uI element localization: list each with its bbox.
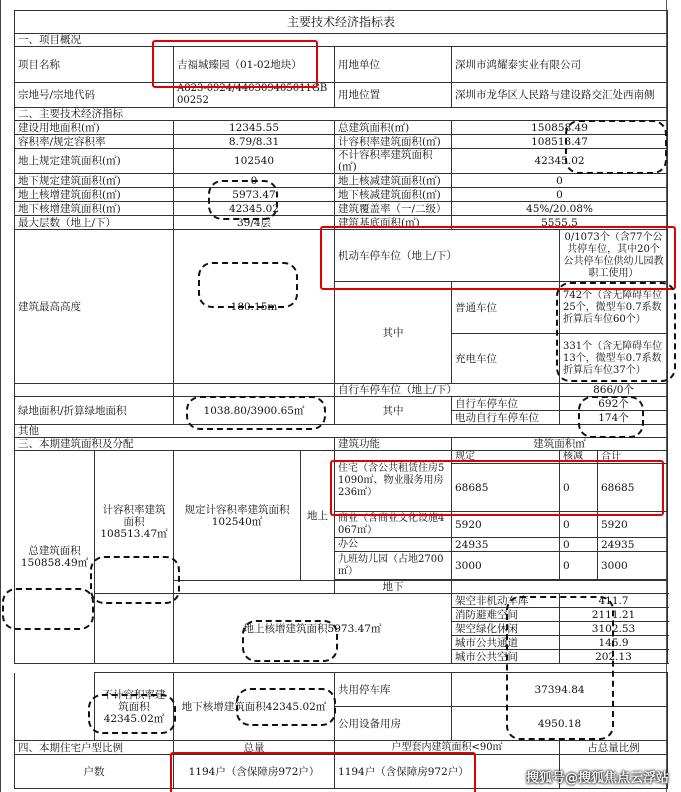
parcel: A823-0924/440309405011GB00252 [174, 83, 335, 108]
cloud-mark [556, 282, 676, 382]
indicator-value: 331个（含无障碍车位13个，微型车0.7系数折算后车位37个） [560, 334, 668, 384]
total-area-cell: 总建筑面积 150858.49㎡ [15, 451, 95, 664]
under-row-value: 37394.84 [452, 673, 668, 707]
add-row-name: 城市公共通道 [452, 636, 560, 650]
add-row-value: 411.7 [560, 594, 668, 608]
indicator-value: 742个（含无障碍车位25个，微型车0.7系数折算后车位60个） [560, 282, 668, 334]
cloud-mark [186, 396, 326, 430]
indicator-label: 建设用地面积(㎡) [15, 121, 174, 135]
section-header: 一、项目概况 [15, 34, 668, 47]
alloc-std: 24935 [452, 538, 560, 552]
alloc-red: 0 [560, 512, 598, 538]
cloud-mark [506, 596, 614, 740]
location-label: 用地位置 [335, 83, 452, 108]
under-row-name: 公用设备用房 [335, 707, 452, 741]
col-red: 核减 [560, 451, 598, 464]
above-add-label: 地上核增建筑面积5973.47㎡ [174, 594, 452, 664]
indicator-value: 12345.55 [174, 121, 335, 135]
add-row-value: 145.9 [560, 636, 668, 650]
add-row-name: 架空绿化休闲 [452, 622, 560, 636]
indicator-label: 地下核增建筑面积(㎡) [15, 202, 174, 216]
indicator-label: 建筑基底面积(㎡) [335, 216, 452, 230]
project-name-label: 项目名称 [15, 47, 174, 83]
section-header: 二、主要技术经济指标 [15, 108, 668, 121]
units-ratio-label: 占总量比例 [560, 741, 668, 755]
cloud-mark [88, 694, 176, 734]
far-area-cell: 计容积率建筑面积 108513.47㎡ [95, 451, 174, 594]
indicator-label: 地下规定建筑面积(㎡) [15, 174, 174, 188]
green-cell-top [15, 384, 174, 397]
indicator-label: 地上规定建筑面积(㎡) [15, 149, 174, 174]
highlight-box [320, 226, 676, 290]
indicator-label: 建筑覆盖率（一/二级） [335, 202, 452, 216]
indicator-value: 0 [452, 188, 668, 202]
indicator-value: 102540 [174, 149, 335, 174]
project-name: 吉福城臻园（01-02地块） [174, 47, 335, 83]
indicator-value: 42345.02 [174, 202, 335, 216]
indicator-label: 不计容积率建筑面积(㎡) [335, 149, 452, 174]
indicator-label: 自行车停车位 [452, 397, 560, 411]
indicator-label: 普通车位 [452, 282, 560, 334]
alloc-std: 68685 [452, 464, 560, 512]
alloc-red: 0 [560, 538, 598, 552]
indicator-label: 建筑最高高度 [15, 230, 174, 384]
add-row-name: 架空非机动车库 [452, 594, 560, 608]
indicator-value: 174个 [560, 411, 668, 425]
alloc-red: 0 [560, 552, 598, 580]
indicator-label: 机动车停车位（地上/下） [335, 230, 560, 282]
alloc-row-name: 住宅（含公共租赁住房51090㎡、物业服务用房236㎡） [335, 451, 452, 512]
highlight-box [330, 460, 664, 516]
cloud-mark [242, 620, 338, 662]
func-label: 建筑功能 [335, 438, 452, 451]
land-unit: 深圳市鸿耀泰实业有限公司 [452, 47, 668, 83]
indicator-value: 180.15m [174, 230, 335, 384]
section-header: 三、本期建筑面积及分配 [15, 438, 335, 451]
alloc-std: 5920 [452, 512, 560, 538]
alloc-total: 24935 [598, 538, 668, 552]
cloud-mark [208, 180, 278, 220]
indicator-value: 866/0个 [560, 384, 668, 397]
indicator-label: 绿地面积/折算绿地面积 [15, 397, 174, 425]
indicator-label: 最大层数（地上/下） [15, 216, 174, 230]
indicator-value: 1038.80/3900.65㎡ [174, 397, 335, 425]
indicator-label: 地下核减建筑面积(㎡) [335, 188, 452, 202]
highlight-box [170, 752, 476, 792]
indicator-value: 150858.49 [452, 121, 668, 135]
indicator-label: 容积率/规定容积率 [15, 135, 174, 149]
indicator-value: 39/4层 [174, 216, 335, 230]
alloc-total: 3000 [598, 552, 668, 580]
indicator-value: 42345.02 [452, 149, 668, 174]
section-header: 四、本期住宅户型比例 [15, 741, 174, 755]
indicator-value: 0 [174, 174, 335, 188]
alloc-row-name: 九班幼儿园（占地2700㎡） [335, 552, 452, 580]
add-row-value: 202.13 [560, 650, 668, 664]
indicator-label: 地上核增建筑面积(㎡) [15, 188, 174, 202]
indicator-label: 电动自行车停车位 [452, 411, 560, 425]
units-total-label: 总量 [174, 741, 335, 755]
table-title: 主要技术经济指标表 [15, 11, 668, 34]
alloc-std: 3000 [452, 552, 560, 580]
units-small: 1194户（含保障房972户） [335, 755, 560, 789]
parcel-label: 宗地号/宗地代码 [15, 83, 174, 108]
page-edge [666, 0, 681, 792]
location: 深圳市龙华区人民路与建设路交汇处西南侧 [452, 83, 668, 108]
indicator-value: 0/1073个（含77个公共停车位，其中20个公共停车位供幼儿园教职工使用） [560, 230, 668, 282]
cloud-mark [578, 396, 644, 438]
units-count-label: 户数 [15, 755, 174, 789]
highlight-box [152, 40, 318, 88]
col-total: 合计 [598, 451, 668, 464]
add-row-value: 2111.21 [560, 608, 668, 622]
section-header: 其他 [15, 425, 668, 438]
alloc-total: 68685 [598, 464, 668, 512]
add-row-value: 3102.53 [560, 622, 668, 636]
indicator-label: 充电车位 [452, 334, 560, 384]
add-row-name: 城市公共空间 [452, 650, 560, 664]
indicator-label: 自行车停车位（地上/下） [335, 384, 560, 397]
below-label: 地下 [335, 581, 452, 594]
units-total: 1194户（含保障房972户） [174, 755, 335, 789]
under-row-value: 4950.18 [452, 707, 668, 741]
col-std: 规定 [452, 451, 560, 464]
nonfar-cell: 不计容积率建筑面积 42345.02㎡ [95, 673, 174, 741]
indicator-value: 0 [452, 174, 668, 188]
indicator-value: 108513.47 [452, 135, 668, 149]
under-add-label: 地下核增建筑面积42345.02㎡ [174, 673, 335, 741]
land-unit-label: 用地单位 [335, 47, 452, 83]
cloud-mark [90, 556, 180, 604]
cloud-mark [236, 688, 336, 726]
indicator-label: 总建筑面积(㎡) [335, 121, 452, 135]
left-edge-line [0, 0, 1, 792]
alloc-red: 0 [560, 464, 598, 512]
indicator-label: 其中 [335, 397, 452, 425]
add-row-name: 消防避难空间 [452, 608, 560, 622]
units-small-label: 户型套内建筑面积<90㎡ [335, 741, 560, 755]
indicator-label: 地上核减建筑面积(㎡) [335, 174, 452, 188]
indicator-value: 5555.5 [452, 216, 668, 230]
cloud-mark [565, 120, 667, 174]
indicator-value: 692个 [560, 397, 668, 411]
above-label: 地上 [301, 451, 335, 581]
alloc-row-name: 办公 [335, 538, 452, 552]
area-label: 建筑面积㎡ [452, 438, 668, 451]
cloud-mark [198, 262, 298, 308]
std-far-cell: 规定计容积率建筑面积 102540㎡ [174, 451, 301, 581]
alloc-total: 5920 [598, 512, 668, 538]
indicator-value: 8.79/8.31 [174, 135, 335, 149]
alloc-row-name: 商业（含商业文化设施4067㎡） [335, 512, 452, 538]
under-row-name: 共用停车库 [335, 673, 452, 707]
indicator-value: 5973.47 [174, 188, 335, 202]
watermark: 搜狐号@搜狐焦点云浮站 [525, 771, 669, 786]
indicator-label: 其中 [335, 282, 452, 384]
indicator-label: 计容积率建筑面积(㎡) [335, 135, 452, 149]
cloud-mark [2, 588, 94, 630]
indicator-value: 45%/20.08% [452, 202, 668, 216]
